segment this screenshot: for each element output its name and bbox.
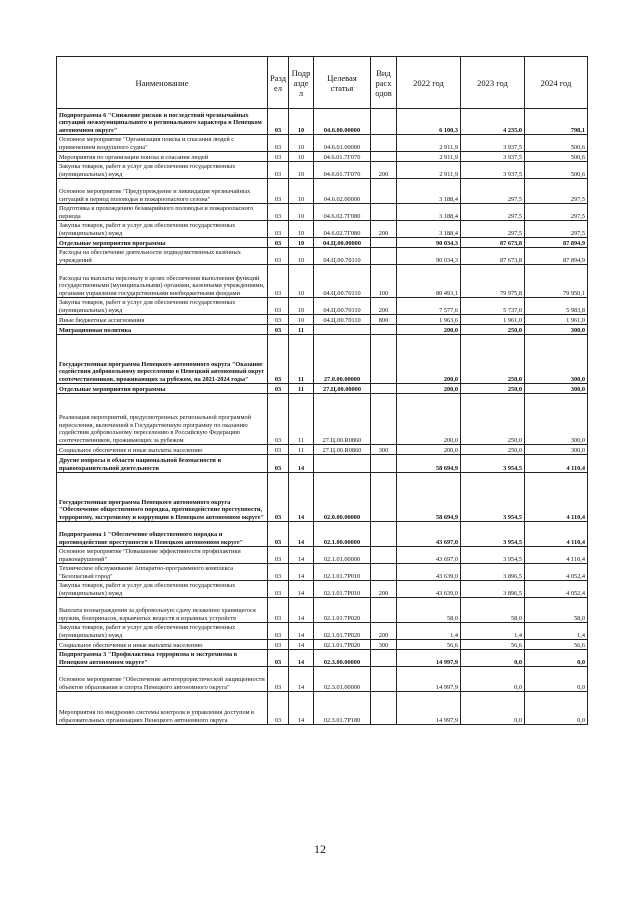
table-row	[57, 384, 588, 394]
row-value-2023: 250,0	[461, 325, 525, 335]
row-article: 04.6.02.7Г080	[314, 204, 371, 221]
table-row	[57, 667, 588, 692]
row-value-2022: 1,4	[397, 623, 461, 640]
row-value-2022: 1 963,6	[397, 315, 461, 325]
table-row	[57, 692, 588, 725]
table-row	[57, 473, 588, 522]
row-vid	[371, 598, 397, 623]
row-value-2023: 3 937,5	[461, 135, 525, 152]
table-row	[57, 265, 588, 298]
row-vid	[371, 238, 397, 248]
row-podrazd: 14	[289, 473, 314, 522]
row-value-2023: 0,0	[461, 667, 525, 692]
row-value-2023: 3 896,5	[461, 564, 525, 581]
row-podrazd: 11	[289, 325, 314, 335]
row-value-2022: 2 911,9	[397, 135, 461, 152]
row-vid: 200	[371, 623, 397, 640]
row-razd: 03	[268, 248, 289, 265]
table-row	[57, 221, 588, 238]
row-article: 04.6.02.7Г080	[314, 221, 371, 238]
row-razd: 03	[268, 692, 289, 725]
row-value-2023: 3 896,5	[461, 581, 525, 598]
row-value-2024: 0,0	[525, 650, 588, 667]
table-row	[57, 394, 588, 445]
row-name: Мероприятия по организации поиска и спасания людей	[57, 152, 268, 162]
row-name: Подпрограмма 1 "Обеспечение общественного порядка и противодействие преступности в Ненецком автономном округе"	[57, 522, 268, 547]
row-value-2022: 58 694,9	[397, 473, 461, 522]
row-podrazd: 10	[289, 298, 314, 315]
row-value-2022: 14 997,9	[397, 692, 461, 725]
row-value-2023: 250,0	[461, 394, 525, 445]
row-value-2022: 200,0	[397, 394, 461, 445]
row-article: 04.6.00.00000	[314, 109, 371, 135]
table-row	[57, 623, 588, 640]
header-name: Наименование	[57, 57, 268, 109]
row-value-2024: 4 052,4	[525, 564, 588, 581]
table-row	[57, 445, 588, 455]
row-value-2024: 500,6	[525, 135, 588, 152]
row-razd: 03	[268, 455, 289, 473]
row-vid: 200	[371, 221, 397, 238]
row-name: Иные бюджетные ассигнования	[57, 315, 268, 325]
table-row	[57, 455, 588, 473]
table-row	[57, 335, 588, 384]
table-row	[57, 325, 588, 335]
row-article	[314, 325, 371, 335]
row-value-2023: 56,6	[461, 640, 525, 650]
row-razd: 03	[268, 394, 289, 445]
row-name: Отдельные мероприятия программы	[57, 238, 268, 248]
row-value-2023: 3 937,5	[461, 152, 525, 162]
table-header-row	[57, 57, 588, 109]
row-article: 27.0.00.00000	[314, 335, 371, 384]
row-value-2024: 297,5	[525, 204, 588, 221]
row-value-2022: 200,0	[397, 325, 461, 335]
row-name: Подготовка к прохождению безаварийного половодья и пожароопасного периода	[57, 204, 268, 221]
table-row	[57, 298, 588, 315]
row-value-2024: 5 983,8	[525, 298, 588, 315]
row-name: Основное мероприятие "Организация поиска и спасания людей с применением воздушного судна"	[57, 135, 268, 152]
row-razd: 03	[268, 162, 289, 179]
row-razd: 03	[268, 640, 289, 650]
row-name: Расходы на обеспечение деятельности подведомственных казённых учреждений	[57, 248, 268, 265]
table-row	[57, 315, 588, 325]
row-value-2022: 6 100,3	[397, 109, 461, 135]
row-value-2022: 58 694,9	[397, 455, 461, 473]
row-article: 04.Ц.00.70110	[314, 248, 371, 265]
row-article: 04.Ц.00.70110	[314, 315, 371, 325]
row-podrazd: 10	[289, 204, 314, 221]
row-value-2023: 297,5	[461, 221, 525, 238]
row-vid	[371, 564, 397, 581]
row-podrazd: 14	[289, 522, 314, 547]
row-article: 04.6.01.7Г070	[314, 162, 371, 179]
row-vid: 200	[371, 581, 397, 598]
row-vid	[371, 109, 397, 135]
table-body	[57, 109, 588, 725]
row-value-2024: 4 110,4	[525, 473, 588, 522]
row-razd: 03	[268, 238, 289, 248]
row-value-2023: 1 961,0	[461, 315, 525, 325]
row-article: 04.6.01.00000	[314, 135, 371, 152]
table-row	[57, 109, 588, 135]
row-vid	[371, 204, 397, 221]
row-value-2024: 4 110,4	[525, 455, 588, 473]
row-article: 27.Ц.00.00000	[314, 384, 371, 394]
row-value-2022: 3 188,4	[397, 221, 461, 238]
row-article: 02.0.00.00000	[314, 473, 371, 522]
row-vid	[371, 473, 397, 522]
row-article: 02.3.00.00000	[314, 650, 371, 667]
row-value-2022: 56,6	[397, 640, 461, 650]
row-razd: 03	[268, 445, 289, 455]
header-2023: 2023 год	[461, 57, 525, 109]
row-value-2022: 43 639,0	[397, 564, 461, 581]
row-value-2023: 3 937,5	[461, 162, 525, 179]
row-value-2023: 79 975,8	[461, 265, 525, 298]
row-value-2022: 2 911,9	[397, 162, 461, 179]
row-value-2023: 4 235,0	[461, 109, 525, 135]
row-vid	[371, 325, 397, 335]
row-value-2022: 90 034,3	[397, 248, 461, 265]
table-row	[57, 135, 588, 152]
row-podrazd: 14	[289, 581, 314, 598]
row-value-2023: 3 954,5	[461, 547, 525, 564]
row-razd: 03	[268, 650, 289, 667]
row-name: Государственная программа Ненецкого автономного округа "Обеспечение общественного порядка, противодействие преступности, терроризму, экстремизму и коррупции в Ненецком автономном округе"	[57, 473, 268, 522]
table-row	[57, 547, 588, 564]
row-razd: 03	[268, 522, 289, 547]
row-name: Закупка товаров, работ и услуг для обеспечения государственных (муниципальных) нужд	[57, 581, 268, 598]
row-vid	[371, 179, 397, 204]
row-vid	[371, 394, 397, 445]
row-name: Выплата вознаграждения за добровольную сдачу незаконно хранящегося оружия, боеприпасов, взрывчатых веществ и взрывных устройств	[57, 598, 268, 623]
row-value-2023: 297,5	[461, 204, 525, 221]
row-podrazd: 14	[289, 455, 314, 473]
table-row	[57, 598, 588, 623]
row-vid	[371, 152, 397, 162]
row-name: Закупка товаров, работ и услуг для обеспечения государственных (муниципальных) нужд	[57, 623, 268, 640]
row-vid: 200	[371, 162, 397, 179]
row-vid	[371, 692, 397, 725]
row-article: 04.Ц.00.70110	[314, 265, 371, 298]
row-podrazd: 10	[289, 248, 314, 265]
row-value-2022: 7 577,6	[397, 298, 461, 315]
row-value-2023: 250,0	[461, 445, 525, 455]
row-value-2024: 1 961,0	[525, 315, 588, 325]
row-value-2024: 56,6	[525, 640, 588, 650]
row-razd: 03	[268, 598, 289, 623]
row-vid: 200	[371, 298, 397, 315]
row-value-2022: 58,0	[397, 598, 461, 623]
row-article: 02.3.01.00000	[314, 667, 371, 692]
table-row	[57, 179, 588, 204]
row-name: Социальное обеспечение и иные выплаты населению	[57, 640, 268, 650]
row-value-2024: 300,0	[525, 445, 588, 455]
row-value-2022: 14 997,9	[397, 667, 461, 692]
row-vid	[371, 455, 397, 473]
row-razd: 03	[268, 623, 289, 640]
row-podrazd: 10	[289, 179, 314, 204]
row-value-2023: 3 954,5	[461, 522, 525, 547]
row-value-2024: 87 894,9	[525, 238, 588, 248]
header-2024: 2024 год	[525, 57, 588, 109]
row-value-2024: 500,6	[525, 152, 588, 162]
row-name: Подпрограмма 6 "Снижение рисков и последствий чрезвычайных ситуаций межмуниципального и регионального характера в Ненецком автономном округе"	[57, 109, 268, 135]
row-value-2023: 297,5	[461, 179, 525, 204]
row-razd: 03	[268, 581, 289, 598]
row-podrazd: 14	[289, 598, 314, 623]
row-value-2023: 87 673,8	[461, 248, 525, 265]
row-article: 27.Ц.00.R0860	[314, 394, 371, 445]
row-value-2023: 5 737,0	[461, 298, 525, 315]
row-article	[314, 455, 371, 473]
row-podrazd: 14	[289, 667, 314, 692]
row-vid: 800	[371, 315, 397, 325]
row-value-2024: 500,6	[525, 162, 588, 179]
header-2022: 2022 год	[397, 57, 461, 109]
row-value-2023: 0,0	[461, 650, 525, 667]
row-podrazd: 14	[289, 547, 314, 564]
row-razd: 03	[268, 667, 289, 692]
row-podrazd: 11	[289, 384, 314, 394]
row-razd: 03	[268, 135, 289, 152]
table-row	[57, 162, 588, 179]
row-article: 02.3.01.7Р180	[314, 692, 371, 725]
row-value-2022: 200,0	[397, 445, 461, 455]
row-vid	[371, 384, 397, 394]
row-value-2024: 87 894,9	[525, 248, 588, 265]
table-row	[57, 204, 588, 221]
row-name: Социальное обеспечение и иные выплаты населению	[57, 445, 268, 455]
row-value-2024: 297,5	[525, 221, 588, 238]
row-name: Закупка товаров, работ и услуг для обеспечения государственных (муниципальных) нужд	[57, 162, 268, 179]
row-article: 02.1.01.7Р020	[314, 598, 371, 623]
row-podrazd: 14	[289, 692, 314, 725]
row-value-2023: 1,4	[461, 623, 525, 640]
budget-table	[56, 56, 588, 725]
row-value-2022: 3 188,4	[397, 204, 461, 221]
header-podrazd: Подр азде л	[289, 57, 314, 109]
row-vid	[371, 335, 397, 384]
row-article: 02.1.01.7Р010	[314, 581, 371, 598]
row-razd: 03	[268, 564, 289, 581]
row-value-2022: 200,0	[397, 384, 461, 394]
row-value-2023: 250,0	[461, 384, 525, 394]
row-value-2022: 43 639,0	[397, 581, 461, 598]
row-article: 04.Ц.00.00000	[314, 238, 371, 248]
row-value-2024: 4 110,4	[525, 547, 588, 564]
header-article: Целевая статья	[314, 57, 371, 109]
row-value-2022: 2 911,9	[397, 152, 461, 162]
row-razd: 03	[268, 221, 289, 238]
row-value-2023: 250,0	[461, 335, 525, 384]
page-number: 12	[314, 842, 326, 856]
row-value-2024: 297,5	[525, 179, 588, 204]
row-value-2022: 43 697,0	[397, 522, 461, 547]
header-razd: Разд ел	[268, 57, 289, 109]
row-razd: 03	[268, 315, 289, 325]
table-row	[57, 152, 588, 162]
row-value-2024: 0,0	[525, 667, 588, 692]
row-name: Реализация мероприятий, предусмотренных региональной программой переселения, включенной в Государственную программу по оказанию содействия добровольному переселению в Российскую Федерацию соотечественников, проживающих за рубежом	[57, 394, 268, 445]
row-name: Основное мероприятие "Обеспечение антитеррористической защищенности объектов образования и спорта Ненецкого автономного округа"	[57, 667, 268, 692]
row-razd: 03	[268, 109, 289, 135]
row-name: Закупка товаров, работ и услуг для обеспечения государственных (муниципальных) нужд	[57, 298, 268, 315]
row-value-2024: 4 052,4	[525, 581, 588, 598]
row-value-2024: 58,0	[525, 598, 588, 623]
row-podrazd: 10	[289, 152, 314, 162]
row-podrazd: 10	[289, 135, 314, 152]
row-article: 02.1.01.7Р020	[314, 640, 371, 650]
row-name: Расходы на выплаты персоналу в целях обеспечения выполнения функций государственными (муниципальными) органами, казенными учреждениями, органами управления государственными внебюджетными фондами	[57, 265, 268, 298]
row-value-2023: 58,0	[461, 598, 525, 623]
row-value-2023: 0,0	[461, 692, 525, 725]
row-razd: 03	[268, 298, 289, 315]
row-podrazd: 14	[289, 650, 314, 667]
table-row	[57, 522, 588, 547]
row-value-2024: 0,0	[525, 692, 588, 725]
row-razd: 03	[268, 473, 289, 522]
row-value-2022: 14 997,9	[397, 650, 461, 667]
row-vid	[371, 135, 397, 152]
row-vid	[371, 522, 397, 547]
row-name: Закупка товаров, работ и услуг для обеспечения государственных (муниципальных) нужд	[57, 221, 268, 238]
row-podrazd: 10	[289, 162, 314, 179]
row-name: Другие вопросы в области национальной безопасности и правоохранительной деятельности	[57, 455, 268, 473]
row-podrazd: 10	[289, 265, 314, 298]
row-name: Подпрограмма 3 "Профилактика терроризма и экстремизма в Ненецком автономном округе"	[57, 650, 268, 667]
row-name: Мероприятия по внедрению системы контроля и управления доступом в образовательных организациях Ненецкого автономного округа	[57, 692, 268, 725]
row-name: Основное мероприятие "Повышение эффективности профилактики правонарушений"	[57, 547, 268, 564]
row-value-2023: 3 954,5	[461, 455, 525, 473]
row-razd: 03	[268, 179, 289, 204]
row-value-2024: 1,4	[525, 623, 588, 640]
row-vid: 300	[371, 445, 397, 455]
row-razd: 03	[268, 335, 289, 384]
row-razd: 03	[268, 547, 289, 564]
row-podrazd: 10	[289, 221, 314, 238]
row-article: 02.1.01.00000	[314, 547, 371, 564]
row-value-2024: 300,0	[525, 384, 588, 394]
row-podrazd: 11	[289, 445, 314, 455]
row-value-2024: 300,0	[525, 394, 588, 445]
row-value-2023: 87 673,8	[461, 238, 525, 248]
header-vid: Вид расх одов	[371, 57, 397, 109]
row-value-2022: 3 188,4	[397, 179, 461, 204]
table-row	[57, 248, 588, 265]
row-name: Техническое обслуживание Аппаратно-программного комплекса "Безопасный город"	[57, 564, 268, 581]
row-article: 27.Ц.00.R0860	[314, 445, 371, 455]
row-article: 02.1.01.7Р010	[314, 564, 371, 581]
row-podrazd: 14	[289, 564, 314, 581]
row-vid: 300	[371, 640, 397, 650]
row-value-2024: 300,0	[525, 325, 588, 335]
row-name: Отдельные мероприятия программы	[57, 384, 268, 394]
row-name: Основное мероприятие "Предупреждение и ликвидация чрезвычайных ситуаций в период половодья и пожароопасного сезона"	[57, 179, 268, 204]
row-value-2024: 300,0	[525, 335, 588, 384]
row-name: Государственная программа Ненецкого автономного округа "Оказание содействия добровольному переселению в Ненецкий автономный округ соотечественников, проживающих за рубежом, на 2021-2024 годы"	[57, 335, 268, 384]
row-podrazd: 10	[289, 109, 314, 135]
table-row	[57, 238, 588, 248]
row-value-2022: 80 493,1	[397, 265, 461, 298]
row-value-2023: 3 954,5	[461, 473, 525, 522]
row-value-2024: 79 950,1	[525, 265, 588, 298]
row-razd: 03	[268, 204, 289, 221]
row-article: 02.1.00.00000	[314, 522, 371, 547]
row-vid	[371, 248, 397, 265]
row-vid: 100	[371, 265, 397, 298]
row-podrazd: 14	[289, 623, 314, 640]
table-row	[57, 650, 588, 667]
row-podrazd: 14	[289, 640, 314, 650]
row-value-2022: 200,0	[397, 335, 461, 384]
row-article: 04.6.01.7Г070	[314, 152, 371, 162]
row-value-2024: 4 110,4	[525, 522, 588, 547]
row-podrazd: 10	[289, 238, 314, 248]
row-vid	[371, 650, 397, 667]
table-row	[57, 564, 588, 581]
row-value-2024: 798,1	[525, 109, 588, 135]
table-row	[57, 581, 588, 598]
row-razd: 03	[268, 325, 289, 335]
row-article: 04.6.02.00000	[314, 179, 371, 204]
row-article: 04.Ц.00.70110	[314, 298, 371, 315]
row-podrazd: 11	[289, 394, 314, 445]
row-name: Миграционная политика	[57, 325, 268, 335]
row-podrazd: 10	[289, 315, 314, 325]
row-vid	[371, 667, 397, 692]
table-row	[57, 640, 588, 650]
row-razd: 03	[268, 384, 289, 394]
row-podrazd: 11	[289, 335, 314, 384]
row-razd: 03	[268, 265, 289, 298]
row-article: 02.1.01.7Р020	[314, 623, 371, 640]
row-value-2022: 43 697,0	[397, 547, 461, 564]
row-value-2022: 90 034,3	[397, 238, 461, 248]
row-razd: 03	[268, 152, 289, 162]
row-vid	[371, 547, 397, 564]
